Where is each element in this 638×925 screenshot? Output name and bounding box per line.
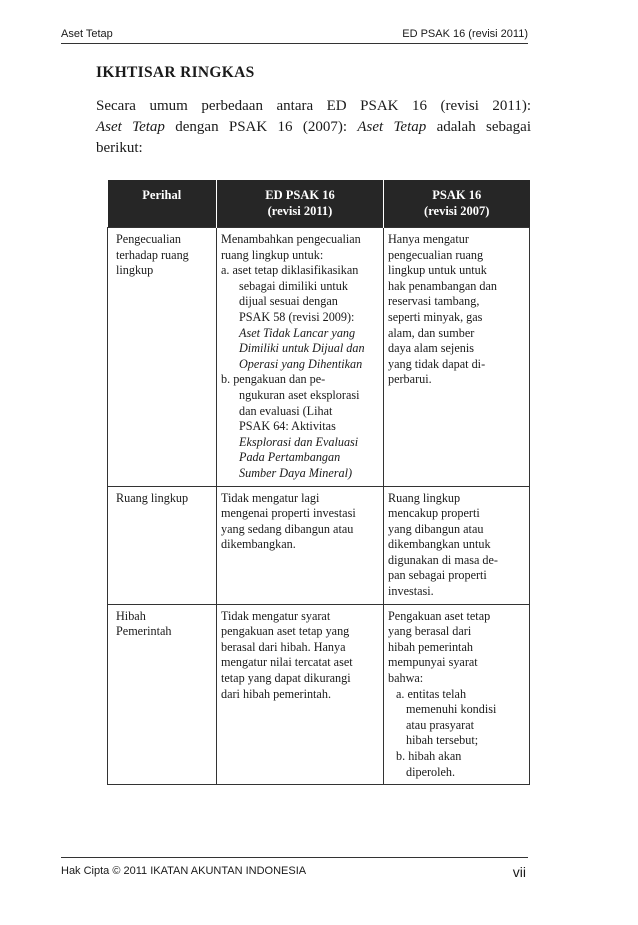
cell-line: a. aset tetap diklasifikasikan (221, 263, 359, 278)
cell-line: investasi. (388, 584, 434, 599)
cell-line: seperti minyak, gas (388, 309, 483, 324)
cell-line: berasal dari hibah. Hanya (221, 639, 346, 654)
cell-line: pengecualian ruang (388, 247, 484, 262)
page-number: vii (512, 864, 526, 880)
cell-line: sebagai dimiliki untuk (239, 278, 348, 293)
cell-psak (384, 604, 530, 785)
cell-line: lingkup untuk untuk (388, 263, 487, 278)
cell-line: b. hibah akan (396, 749, 462, 763)
cell-line: lingkup (116, 263, 154, 278)
cell-line: b. pengakuan dan pe- (221, 372, 326, 387)
cell-line: Tidak mengatur syarat (221, 608, 331, 623)
cell-line: Menambahkan pengecualian (221, 232, 361, 246)
cell-line: perbarui. (388, 372, 432, 387)
cell-line: atau prasyarat (406, 717, 475, 732)
cell-line: Pengakuan aset tetap (388, 608, 491, 623)
cell-line: PSAK 64: Aktivitas (239, 419, 336, 434)
cell-ed-psak (217, 486, 384, 604)
cell-line: Pada Pertambangan (239, 450, 341, 465)
cell-line: bahwa: (388, 671, 424, 686)
cell-ed-psak (217, 604, 384, 785)
cell-line: memenuhi kondisi (406, 702, 497, 717)
cell-line: yang berasal dari (388, 624, 472, 639)
cell-line: hibah tersebut; (406, 733, 479, 748)
cell-perihal (108, 604, 217, 785)
cell-line: Tidak mengatur lagi (221, 490, 320, 505)
cell-line: hak penambangan dan (388, 278, 497, 293)
intro-text-3: adalah sebagai (426, 119, 532, 135)
cell-line: mempunyai syarat (388, 655, 478, 670)
intro-italic-2: Aset Tetap (357, 119, 427, 135)
cell-line: daya alam sejenis (388, 341, 474, 356)
cell-line: Operasi yang Dihentikan (239, 356, 363, 371)
header-ed-psak: ED PSAK 16 (revisi 2011) (217, 180, 384, 228)
cell-line: dijual sesuai dengan (239, 294, 338, 309)
intro-line-2 (96, 117, 531, 138)
intro-line-3: berikut: (96, 140, 143, 156)
cell-line: dikembangkan. (221, 537, 296, 552)
cell-ed-psak (217, 228, 384, 487)
cell-line: PSAK 58 (revisi 2009): (239, 309, 355, 324)
cell-line: digunakan di masa de- (388, 552, 498, 567)
cell-line: mengenai properti investasi (221, 506, 356, 521)
header-left: Aset Tetap (61, 28, 113, 40)
comparison-table (107, 180, 530, 785)
table-row (108, 604, 530, 785)
cell-line: ruang lingkup untuk: (221, 247, 324, 262)
cell-perihal (108, 486, 217, 604)
cell-line: dan evaluasi (Lihat (239, 403, 333, 418)
cell-line: Hibah (116, 608, 146, 623)
cell-line: mencakup properti (388, 506, 480, 521)
cell-line: Aset Tidak Lancar yang (239, 325, 356, 340)
cell-line: Pemerintah (116, 624, 172, 639)
cell-psak (384, 228, 530, 487)
cell-line: yang dibangun atau (388, 521, 484, 536)
intro-line-1: Secara umum perbedaan antara ED PSAK 16 (revisi 2011): (96, 98, 531, 114)
intro-paragraph (96, 96, 531, 159)
cell-line: tetap yang dapat dikurangi (221, 671, 351, 686)
cell-line: Ruang lingkup (388, 490, 461, 505)
cell-line: reservasi tambang, (388, 294, 480, 309)
page-footer (61, 857, 528, 880)
header-perihal: Perihal (108, 180, 217, 228)
cell-line: mengatur nilai tercatat aset (221, 655, 353, 670)
cell-perihal (108, 228, 217, 487)
cell-line: Eksplorasi dan Evaluasi (239, 434, 359, 449)
cell-line: alam, dan sumber (388, 325, 475, 340)
header-psak: PSAK 16 (revisi 2007) (384, 180, 530, 228)
cell-line: terhadap ruang (116, 247, 189, 262)
intro-italic-1: Aset Tetap (96, 119, 165, 135)
cell-line: dari hibah pemerintah. (221, 686, 331, 701)
cell-line: a. entitas telah (396, 686, 467, 701)
cell-line: hibah pemerintah (388, 639, 473, 654)
cell-line: pengakuan aset tetap yang (221, 624, 350, 639)
intro-text-2: dengan PSAK 16 (2007): (164, 119, 358, 135)
table-row (108, 486, 530, 604)
cell-psak (384, 486, 530, 604)
table-row (108, 228, 530, 487)
header-right: ED PSAK 16 (revisi 2011) (402, 28, 528, 40)
running-header (61, 22, 528, 44)
cell-line: Dimiliki untuk Dijual dan (239, 341, 365, 356)
section-title: IKHTISAR RINGKAS (96, 64, 255, 81)
cell-line: Pengecualian (116, 232, 181, 246)
cell-line: diperoleh. (406, 764, 456, 779)
cell-line: Sumber Daya Mineral) (239, 465, 353, 480)
copyright-text: Hak Cipta © 2011 IKATAN AKUNTAN INDONESIA (61, 865, 307, 877)
table-header-row (108, 180, 530, 228)
cell-line: dikembangkan untuk (388, 537, 491, 552)
cell-line: Ruang lingkup (116, 490, 189, 505)
cell-line: ngukuran aset eksplorasi (239, 387, 360, 402)
cell-line: pan sebagai properti (388, 568, 487, 583)
cell-line: yang tidak dapat di- (388, 356, 486, 371)
cell-line: Hanya mengatur (388, 232, 469, 246)
cell-line: yang sedang dibangun atau (221, 521, 354, 536)
